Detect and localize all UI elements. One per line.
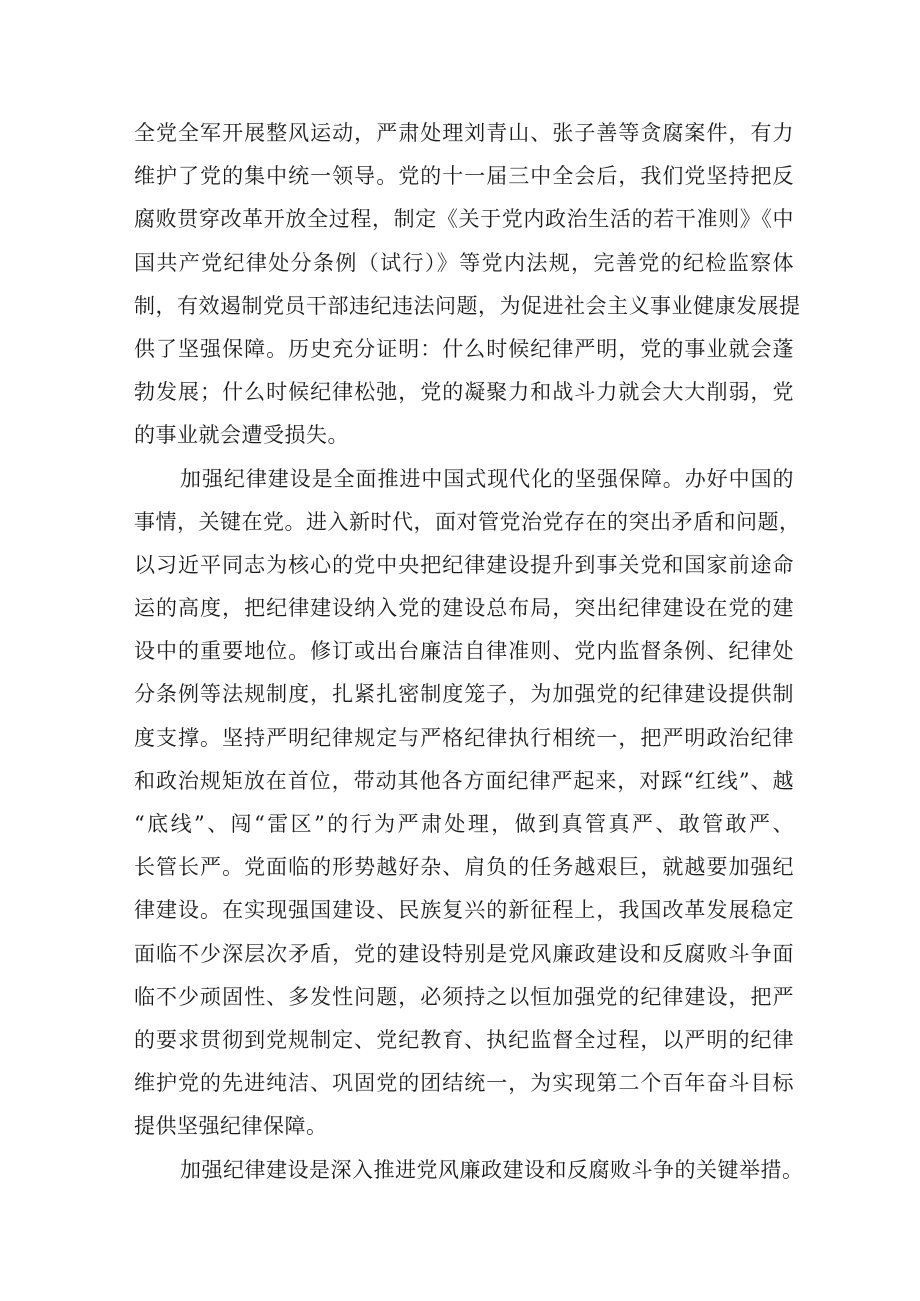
text-line: 勃发展；什么时候纪律松弛，党的凝聚力和战斗力就会大大削弱，党 [134, 380, 794, 405]
paragraph-first-line: 加强纪律建设是全面推进中国式现代化的坚强保障。办好中国的 [180, 466, 794, 491]
text-line: 面临不少深层次矛盾，党的建设特别是党风廉政建设和反腐败斗争面 [134, 941, 794, 966]
text-line: 设中的重要地位。修订或出台廉洁自律准则、党内监督条例、纪律处 [134, 639, 794, 664]
text-line: 长管长严。党面临的形势越好杂、肩负的任务越艰巨，就越要加强纪 [134, 855, 794, 880]
text-line: 国共产党纪律处分条例（试行）》等党内法规，完善党的纪检监察体 [134, 250, 794, 275]
text-line: 供了坚强保障。历史充分证明：什么时候纪律严明，党的事业就会蓬 [134, 336, 794, 361]
document-body-text [134, 112, 804, 1192]
text-line: 以习近平同志为核心的党中央把纪律建设提升到事关党和国家前途命 [134, 552, 794, 577]
text-line: 的事业就会遭受损失。 [134, 423, 349, 448]
text-line: 提供坚强纪律保障。 [134, 1114, 328, 1139]
text-line: 事情，关键在党。进入新时代，面对管党治党存在的突出矛盾和问题， [134, 509, 801, 534]
text-line: 的要求贯彻到党规制定、党纪教育、执纪监督全过程，以严明的纪律 [134, 1027, 794, 1052]
text-line: 制，有效遏制党员干部违纪违法问题，为促进社会主义事业健康发展提 [134, 293, 801, 318]
text-line: 维护了党的集中统一领导。党的十一届三中全会后，我们党坚持把反 [134, 164, 794, 189]
text-line: 度支撑。坚持严明纪律规定与严格纪律执行相统一，把严明政治纪律 [134, 725, 794, 750]
text-line: 全党全军开展整风运动，严肃处理刘青山、张子善等贪腐案件，有力 [134, 121, 794, 145]
paragraph-first-line: 加强纪律建设是深入推进党风廉政建设和反腐败斗争的关键举措。 [180, 1157, 804, 1182]
text-line: “底线”、闯“雷区”的行为严肃处理，做到真管真严、敢管敢严、 [134, 812, 794, 836]
text-line: 维护党的先进纯洁、巩固党的团结统一，为实现第二个百年奋斗目标 [134, 1071, 794, 1096]
text-line: 分条例等法规制度，扎紧扎密制度笼子，为加强党的纪律建设提供制 [134, 682, 794, 707]
text-line: 腐败贯穿改革开放全过程，制定《关于党内政治生活的若干准则》《中 [134, 207, 794, 232]
text-line: 和政治规矩放在首位，带动其他各方面纪律严起来，对踩“红线”、越 [134, 768, 794, 793]
text-line: 律建设。在实现强国建设、民族复兴的新征程上，我国改革发展稳定 [134, 898, 794, 923]
text-line: 临不少顽固性、多发性问题，必须持之以恒加强党的纪律建设，把严 [134, 984, 794, 1009]
text-line: 运的高度，把纪律建设纳入党的建设总布局，突出纪律建设在党的建 [134, 596, 794, 621]
